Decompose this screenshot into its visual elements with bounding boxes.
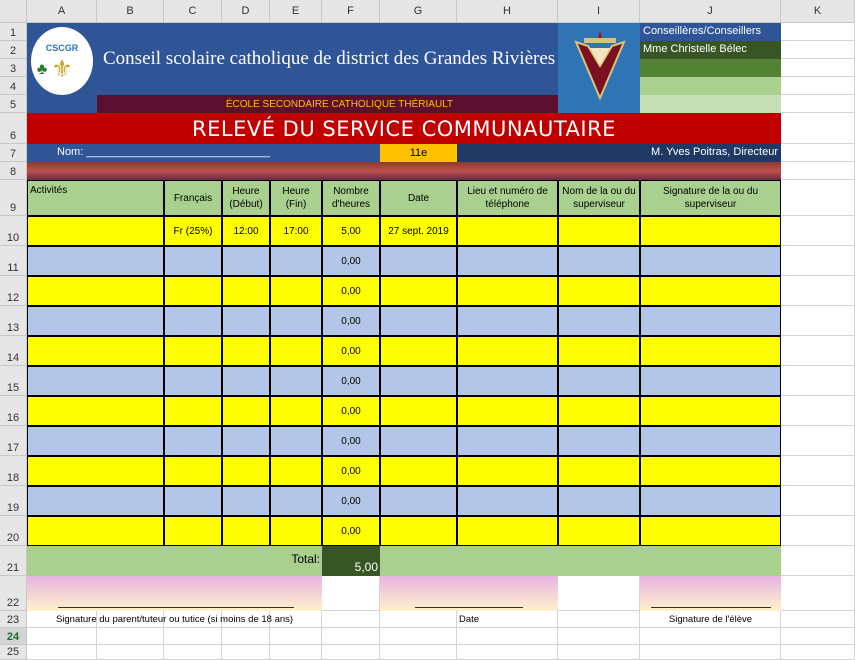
grid-cell[interactable]: [380, 645, 457, 660]
table-cell[interactable]: [640, 276, 781, 306]
student-signature-label: Signature de l'élève: [668, 614, 753, 625]
board-logo-text: CSCGR: [45, 43, 79, 53]
table-cell[interactable]: [640, 366, 781, 396]
table-cell[interactable]: [270, 516, 322, 546]
table-header-cell[interactable]: Activités: [27, 180, 164, 216]
table-cell[interactable]: [380, 426, 457, 456]
table-cell[interactable]: [222, 486, 270, 516]
name-field[interactable]: Nom: ______________________________: [27, 144, 322, 162]
table-cell[interactable]: [380, 246, 457, 276]
table-cell[interactable]: [640, 246, 781, 276]
row-header[interactable]: 19: [0, 486, 27, 516]
hours-cell[interactable]: 0,00: [322, 396, 380, 426]
grid-cell[interactable]: [222, 628, 270, 645]
table-cell[interactable]: [270, 396, 322, 426]
signature-line: [415, 607, 523, 608]
row-header[interactable]: 15: [0, 366, 27, 396]
row-header[interactable]: 1: [0, 23, 27, 41]
table-cell[interactable]: [27, 306, 164, 336]
blue-band: [322, 144, 380, 162]
row-header[interactable]: 2: [0, 41, 27, 59]
table-cell[interactable]: [640, 216, 781, 246]
column-header[interactable]: A: [27, 0, 97, 23]
table-cell[interactable]: [27, 276, 164, 306]
table-cell[interactable]: [222, 456, 270, 486]
grid-cell[interactable]: [222, 645, 270, 660]
table-cell[interactable]: [164, 276, 222, 306]
table-cell[interactable]: [558, 426, 640, 456]
grid-cell[interactable]: [322, 576, 380, 611]
row-header[interactable]: 7: [0, 144, 27, 162]
grid-cell[interactable]: [781, 276, 855, 306]
table-cell[interactable]: [558, 216, 640, 246]
table-cell[interactable]: 12:00: [222, 216, 270, 246]
signature-line: [651, 607, 771, 608]
table-cell[interactable]: [640, 426, 781, 456]
row-header[interactable]: 18: [0, 456, 27, 486]
grid-cell[interactable]: [781, 180, 855, 216]
table-header-cell[interactable]: Français: [164, 180, 222, 216]
table-cell[interactable]: [27, 456, 164, 486]
table-cell[interactable]: [558, 396, 640, 426]
table-cell[interactable]: [27, 396, 164, 426]
board-logo: [31, 27, 93, 95]
grid-cell[interactable]: [781, 645, 855, 660]
table-cell[interactable]: [164, 366, 222, 396]
table-cell[interactable]: [222, 516, 270, 546]
grid-cell[interactable]: [781, 611, 855, 628]
table-cell[interactable]: [380, 306, 457, 336]
table-cell[interactable]: [558, 366, 640, 396]
column-header[interactable]: G: [380, 0, 457, 23]
green-band: [640, 95, 781, 113]
table-cell[interactable]: [640, 306, 781, 336]
total-label: Total:: [291, 552, 320, 566]
row-header[interactable]: 5: [0, 95, 27, 113]
grid-cell[interactable]: [558, 611, 640, 628]
row-header[interactable]: 25: [0, 645, 27, 660]
table-cell[interactable]: [457, 336, 558, 366]
grid-cell[interactable]: [97, 628, 164, 645]
table-cell[interactable]: [457, 516, 558, 546]
row-header[interactable]: 14: [0, 336, 27, 366]
table-cell[interactable]: [558, 306, 640, 336]
table-cell[interactable]: [270, 276, 322, 306]
grid-cell[interactable]: [781, 77, 855, 95]
hours-cell[interactable]: 5,00: [322, 216, 380, 246]
grid-cell[interactable]: [640, 645, 781, 660]
date-signature-field[interactable]: [380, 576, 558, 611]
table-cell[interactable]: [270, 426, 322, 456]
grid-cell[interactable]: [322, 628, 380, 645]
table-cell[interactable]: [270, 366, 322, 396]
grid-cell[interactable]: [558, 628, 640, 645]
column-header[interactable]: I: [558, 0, 640, 23]
table-cell[interactable]: [558, 456, 640, 486]
table-cell[interactable]: [164, 516, 222, 546]
grid-cell[interactable]: [781, 246, 855, 276]
column-header[interactable]: E: [270, 0, 322, 23]
grid-cell[interactable]: [781, 23, 855, 41]
table-cell[interactable]: [222, 246, 270, 276]
counsellor-name-cell[interactable]: Mme Christelle Bélec: [640, 41, 781, 59]
grid-cell[interactable]: [781, 396, 855, 426]
column-header[interactable]: F: [322, 0, 380, 23]
select-all-corner[interactable]: [0, 0, 27, 23]
column-header[interactable]: D: [222, 0, 270, 23]
grid-cell[interactable]: [558, 576, 640, 611]
grade-cell[interactable]: 11e: [380, 144, 457, 162]
grid-cell[interactable]: [781, 628, 855, 645]
grid-cell[interactable]: [781, 516, 855, 546]
table-cell[interactable]: [558, 336, 640, 366]
row-header[interactable]: 17: [0, 426, 27, 456]
report-title[interactable]: RELEVÉ DU SERVICE COMMUNAUTAIRE: [27, 113, 781, 144]
row-header[interactable]: 8: [0, 162, 27, 180]
grid-cell[interactable]: [781, 144, 855, 162]
total-band: [380, 546, 781, 576]
grid-cell[interactable]: [164, 645, 222, 660]
table-cell[interactable]: [380, 366, 457, 396]
grid-cell[interactable]: [781, 486, 855, 516]
table-cell[interactable]: Fr (25%): [164, 216, 222, 246]
table-cell[interactable]: [380, 486, 457, 516]
school-name: ÉCOLE SECONDAIRE CATHOLIQUE THÉRIAULT: [225, 98, 454, 110]
table-cell[interactable]: [457, 246, 558, 276]
hours-cell[interactable]: 0,00: [322, 276, 380, 306]
row-header[interactable]: 16: [0, 396, 27, 426]
table-cell[interactable]: [164, 426, 222, 456]
table-header-cell[interactable]: Heure (Fin): [270, 180, 322, 216]
table-cell[interactable]: [380, 336, 457, 366]
grid-cell[interactable]: [781, 546, 855, 576]
table-cell[interactable]: [222, 276, 270, 306]
hours-cell[interactable]: 0,00: [322, 336, 380, 366]
row-header[interactable]: 23: [0, 611, 27, 628]
table-cell[interactable]: [457, 216, 558, 246]
table-header-cell[interactable]: Signature de la ou du superviseur: [640, 180, 781, 216]
table-cell[interactable]: [270, 456, 322, 486]
table-cell[interactable]: [457, 486, 558, 516]
table-cell[interactable]: [164, 486, 222, 516]
row-header[interactable]: 3: [0, 59, 27, 77]
divider-band: [27, 162, 781, 180]
table-cell[interactable]: [222, 426, 270, 456]
table-cell[interactable]: [558, 246, 640, 276]
table-cell[interactable]: [164, 396, 222, 426]
table-cell[interactable]: [270, 336, 322, 366]
grid-cell[interactable]: [270, 628, 322, 645]
column-header[interactable]: K: [781, 0, 855, 23]
row-header[interactable]: 10: [0, 216, 27, 246]
table-cell[interactable]: [27, 426, 164, 456]
hours-cell[interactable]: 0,00: [322, 246, 380, 276]
director-cell[interactable]: M. Yves Poitras, Directeur: [457, 144, 781, 162]
total-value[interactable]: 5,00: [322, 546, 380, 576]
column-header[interactable]: H: [457, 0, 558, 23]
grid-cell[interactable]: [270, 645, 322, 660]
student-signature-field[interactable]: [640, 576, 781, 611]
table-cell[interactable]: [558, 516, 640, 546]
table-cell[interactable]: [270, 246, 322, 276]
grid-cell[interactable]: [322, 645, 380, 660]
hours-cell[interactable]: 0,00: [322, 306, 380, 336]
table-header-cell[interactable]: Date: [380, 180, 457, 216]
grid-cell[interactable]: [781, 576, 855, 611]
table-cell[interactable]: [457, 426, 558, 456]
grid-cell[interactable]: [640, 628, 781, 645]
table-cell[interactable]: [164, 456, 222, 486]
grid-cell[interactable]: [380, 628, 457, 645]
hours-cell[interactable]: 0,00: [322, 486, 380, 516]
date-label: Date: [458, 614, 480, 625]
table-cell[interactable]: [457, 456, 558, 486]
grid-cell[interactable]: [781, 336, 855, 366]
table-cell[interactable]: [380, 516, 457, 546]
grid-cell[interactable]: [457, 645, 558, 660]
table-cell[interactable]: [27, 216, 164, 246]
table-cell[interactable]: [640, 516, 781, 546]
grid-cell[interactable]: [781, 95, 855, 113]
hours-cell[interactable]: 0,00: [322, 426, 380, 456]
table-cell[interactable]: [164, 246, 222, 276]
grid-cell[interactable]: [781, 456, 855, 486]
parent-signature-label: Signature du parent/tuteur ou tutice (si moins de 18 ans): [55, 614, 294, 625]
row-header[interactable]: 11: [0, 246, 27, 276]
grid-cell[interactable]: [97, 645, 164, 660]
table-cell[interactable]: [270, 486, 322, 516]
grid-cell[interactable]: [781, 113, 855, 144]
grid-cell[interactable]: [781, 216, 855, 246]
table-cell[interactable]: [164, 306, 222, 336]
grid-cell[interactable]: [27, 645, 97, 660]
table-header-cell[interactable]: Nombre d'heures: [322, 180, 380, 216]
table-cell[interactable]: [27, 366, 164, 396]
grid-cell[interactable]: [781, 306, 855, 336]
row-header[interactable]: 24: [0, 628, 27, 645]
row-header[interactable]: 12: [0, 276, 27, 306]
table-header-cell[interactable]: Nom de la ou du superviseur: [558, 180, 640, 216]
grid-cell[interactable]: [164, 628, 222, 645]
hours-cell[interactable]: 0,00: [322, 456, 380, 486]
signature-line: [58, 607, 294, 608]
green-band: [640, 77, 781, 95]
column-header[interactable]: B: [97, 0, 164, 23]
table-cell[interactable]: [640, 396, 781, 426]
table-cell[interactable]: [640, 486, 781, 516]
hours-cell[interactable]: 0,00: [322, 516, 380, 546]
table-cell[interactable]: [222, 306, 270, 336]
table-cell[interactable]: [558, 486, 640, 516]
school-crest-icon: [572, 26, 628, 100]
table-cell[interactable]: [27, 246, 164, 276]
table-cell[interactable]: [380, 276, 457, 306]
table-cell[interactable]: [380, 456, 457, 486]
table-cell[interactable]: [457, 306, 558, 336]
row-header[interactable]: 13: [0, 306, 27, 336]
table-header-cell[interactable]: Heure (Début): [222, 180, 270, 216]
table-cell[interactable]: 17:00: [270, 216, 322, 246]
fleur-de-lis-icon: ⚜: [51, 56, 73, 83]
grid-cell[interactable]: [781, 41, 855, 59]
grid-cell[interactable]: [781, 59, 855, 77]
row-header[interactable]: 4: [0, 77, 27, 95]
table-header-cell[interactable]: Lieu et numéro de téléphone: [457, 180, 558, 216]
board-name: Conseil scolaire catholique de district des Grandes Rivières: [103, 48, 556, 69]
tree-icon: ♣: [36, 61, 48, 78]
table-cell[interactable]: [457, 396, 558, 426]
table-cell[interactable]: [457, 276, 558, 306]
table-cell[interactable]: 27 sept. 2019: [380, 216, 457, 246]
parent-signature-field[interactable]: [27, 576, 322, 611]
green-band: [640, 59, 781, 77]
table-cell[interactable]: [222, 366, 270, 396]
row-header[interactable]: 21: [0, 546, 27, 576]
table-cell[interactable]: [457, 366, 558, 396]
grid-cell[interactable]: [781, 366, 855, 396]
table-cell[interactable]: [270, 306, 322, 336]
table-cell[interactable]: [640, 456, 781, 486]
table-cell[interactable]: [222, 396, 270, 426]
grid-cell[interactable]: [781, 162, 855, 180]
column-header[interactable]: J: [640, 0, 781, 23]
row-header[interactable]: 6: [0, 113, 27, 144]
table-cell[interactable]: [558, 276, 640, 306]
table-cell[interactable]: [164, 336, 222, 366]
table-cell[interactable]: [640, 336, 781, 366]
table-cell[interactable]: [27, 486, 164, 516]
row-header[interactable]: 9: [0, 180, 27, 216]
row-header[interactable]: 22: [0, 576, 27, 611]
grid-cell[interactable]: [558, 645, 640, 660]
table-cell[interactable]: [222, 336, 270, 366]
grid-cell[interactable]: [27, 628, 97, 645]
grid-cell[interactable]: [322, 611, 380, 628]
column-header[interactable]: C: [164, 0, 222, 23]
counsellor-label-cell[interactable]: Conseillères/Conseillers: [640, 23, 781, 41]
table-cell[interactable]: [27, 516, 164, 546]
grid-cell[interactable]: [457, 628, 558, 645]
hours-cell[interactable]: 0,00: [322, 366, 380, 396]
table-cell[interactable]: [27, 336, 164, 366]
row-header[interactable]: 20: [0, 516, 27, 546]
grid-cell[interactable]: [781, 426, 855, 456]
table-cell[interactable]: [380, 396, 457, 426]
